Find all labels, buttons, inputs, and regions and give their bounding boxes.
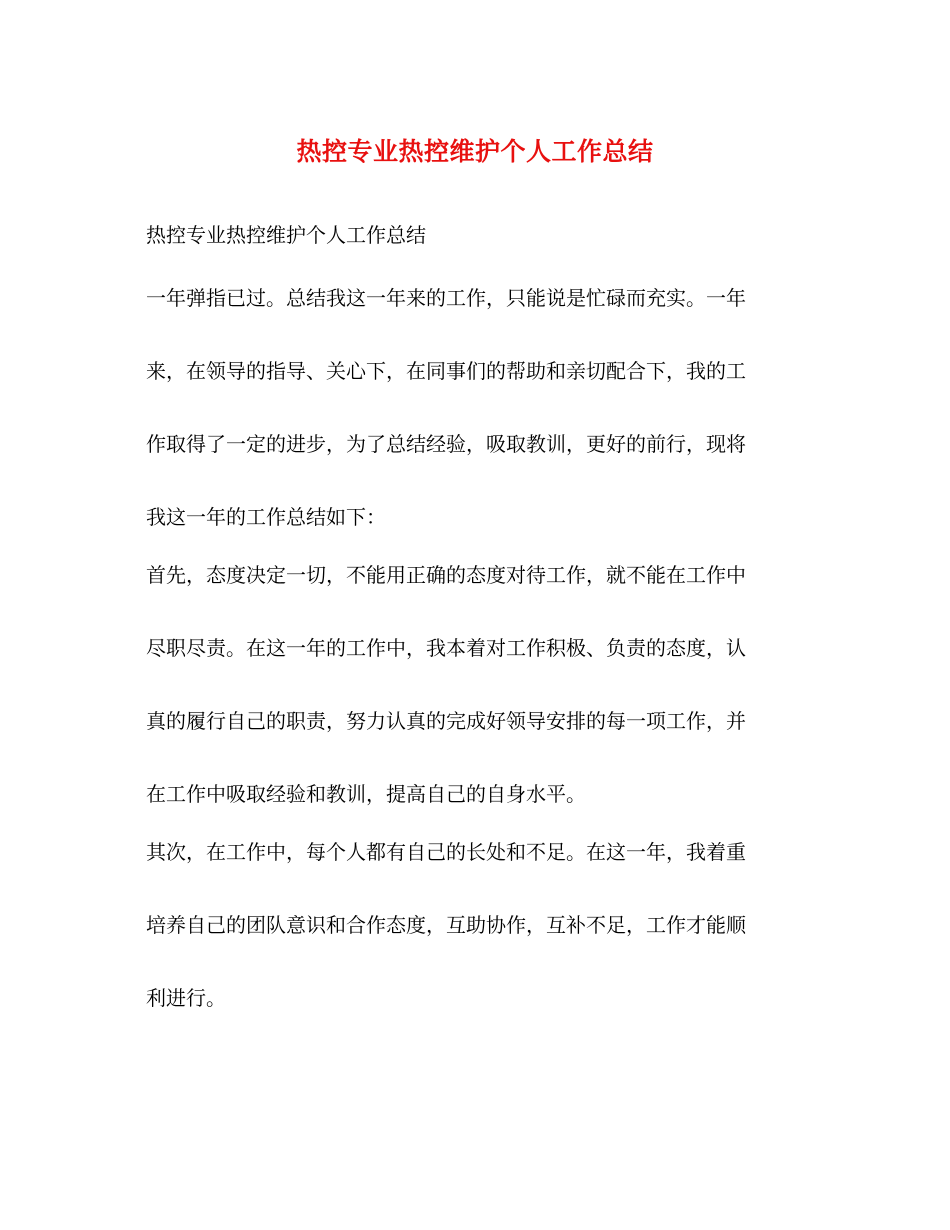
paragraph-line: 在工作中吸取经验和教训，提高自己的自身水平。 xyxy=(146,782,586,806)
paragraph-line: 利进行。 xyxy=(146,986,226,1010)
paragraph-attitude xyxy=(146,560,806,809)
paragraph-intro xyxy=(146,283,806,532)
paragraph-line: 真的履行自己的职责，努力认真的完成好领导安排的每一项工作，并 xyxy=(146,709,746,733)
paragraph-teamwork xyxy=(146,837,806,1013)
paragraph-line: 一年弹指已过。总结我这一年来的工作，只能说是忙碌而充实。一年 xyxy=(146,286,746,310)
paragraph-line: 培养自己的团队意识和合作态度，互助协作，互补不足，工作才能顺 xyxy=(146,913,746,937)
paragraph-line: 作取得了一定的进步，为了总结经验，吸取教训，更好的前行，现将 xyxy=(146,432,746,456)
paragraph-line: 来，在领导的指导、关心下，在同事们的帮助和亲切配合下，我的工 xyxy=(146,359,746,383)
document-title: 热控专业热控维护个人工作总结 xyxy=(296,137,654,166)
paragraph-line: 其次，在工作中，每个人都有自己的长处和不足。在这一年，我着重 xyxy=(146,840,746,864)
paragraph-line: 我这一年的工作总结如下： xyxy=(146,505,386,529)
document-subtitle: 热控专业热控维护个人工作总结 xyxy=(146,223,426,247)
paragraph-line: 尽职尽责。在这一年的工作中，我本着对工作积极、负责的态度，认 xyxy=(146,636,746,660)
paragraph-line: 首先，态度决定一切，不能用正确的态度对待工作，就不能在工作中 xyxy=(146,563,746,587)
